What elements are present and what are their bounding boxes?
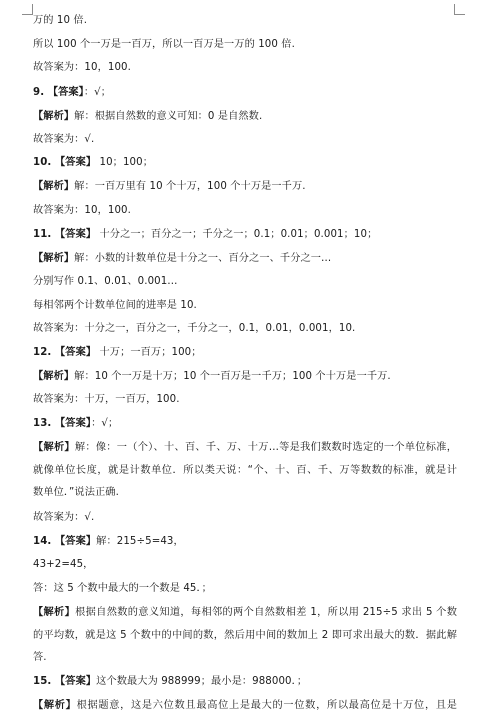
document-line xyxy=(33,370,457,384)
document-line: 故答案为：十万，一百万，100. xyxy=(33,394,180,405)
document-line: 故答案为：10，100. xyxy=(33,205,131,216)
question-number: 9. xyxy=(33,87,48,98)
document-line: 答：这 5 个数中最大的一个数是 45．； xyxy=(33,583,212,594)
line-text: 解：215÷5=43， xyxy=(96,536,184,547)
answer-tag: 【答案】 xyxy=(55,418,92,429)
document-line: 故答案为：10，100. xyxy=(33,62,131,73)
document-line: 的平均数，就是这 5 个数中的中间的数，然后用中间的数加上 2 即可求出最大的数．据此解 xyxy=(33,630,457,641)
line-text: 根据自然数的意义知道，每相邻的两个自然数相差 1，所以用 215÷5 求出 5 个数 xyxy=(75,607,457,618)
answer-tag: 【答案】 xyxy=(55,229,97,240)
question-number: 13. xyxy=(33,418,55,429)
document-line xyxy=(33,252,457,266)
line-text: 10；100； xyxy=(96,157,153,168)
document-line: 答. xyxy=(33,652,47,663)
document-line xyxy=(33,228,457,242)
page-corner-mark-left xyxy=(22,4,33,15)
analysis-tag: 【解析】 xyxy=(33,253,75,264)
line-text: 根据题意，这是六位数且最高位上是最大的一位数，所以最高位是十万位，且是 xyxy=(76,700,457,711)
document-line xyxy=(33,417,457,431)
analysis-tag: 【解析】 xyxy=(33,700,77,711)
document-line: 就像单位长度，就是计数单位．所以类天说：“个、十、百、千、万等数数的标准，就是计 xyxy=(33,465,457,476)
analysis-tag: 【解析】 xyxy=(33,371,75,382)
document-line xyxy=(33,180,457,194)
document-line xyxy=(33,156,457,170)
line-text: 这个数最大为 988999；最小是：988000．； xyxy=(96,676,308,687)
line-text: 解：根据自然数的意义可知：0 是自然数. xyxy=(74,111,263,122)
line-text: 十万；一百万；100； xyxy=(96,347,202,358)
line-text: ：√； xyxy=(91,418,119,429)
document-line xyxy=(33,699,457,713)
question-number: 11. xyxy=(33,229,55,240)
document-line xyxy=(33,535,457,549)
document-line xyxy=(33,606,457,620)
document-line: 分别写作 0.1、0.01、0.001… xyxy=(33,276,178,287)
document-line: 数单位．”说法正确. xyxy=(33,487,119,498)
document-line xyxy=(33,346,457,360)
analysis-tag: 【解析】 xyxy=(33,181,75,192)
document-line: 故答案为：√. xyxy=(33,512,95,523)
answer-tag: 【答案】 xyxy=(47,87,84,98)
line-text: 十分之一；百分之一；千分之一；0.1；0.01；0.001；10； xyxy=(96,229,378,240)
document-line xyxy=(33,86,457,100)
answer-tag: 【答案】 xyxy=(55,536,97,547)
document-line: 万的 10 倍. xyxy=(33,15,88,26)
analysis-tag: 【解析】 xyxy=(33,111,75,122)
question-number: 15. xyxy=(33,676,55,687)
document-line: 故答案为：十分之一，百分之一，千分之一，0.1，0.01，0.001，10. xyxy=(33,323,356,334)
document-line xyxy=(33,110,457,124)
line-text: ：√； xyxy=(83,87,112,98)
line-text: 解：一百万里有 10 个十万，100 个十万是一千万. xyxy=(74,181,306,192)
analysis-tag: 【解析】 xyxy=(33,607,76,618)
document-line: 43+2=45， xyxy=(33,559,94,570)
answer-tag: 【答案】 xyxy=(55,676,97,687)
document-line: 故答案为：√. xyxy=(33,134,95,145)
question-number: 10. xyxy=(33,157,55,168)
line-text: 解：像：一（个）、十、百、千、万、十万…等是我们数数时选定的一个单位标准， xyxy=(74,442,457,453)
document-line xyxy=(33,675,457,689)
analysis-tag: 【解析】 xyxy=(33,442,75,453)
answer-tag: 【答案】 xyxy=(55,347,97,358)
document-line: 每相邻两个计数单位间的进率是 10. xyxy=(33,300,197,311)
document-line xyxy=(33,441,457,455)
question-number: 12. xyxy=(33,347,55,358)
question-number: 14. xyxy=(33,536,55,547)
document-line: 所以 100 个一万是一百万，所以一百万是一万的 100 倍. xyxy=(33,39,295,50)
line-text: 解：小数的计数单位是十分之一、百分之一、千分之一… xyxy=(74,253,332,264)
line-text: 解：10 个一万是十万；10 个一百万是一千万；100 个十万是一千万. xyxy=(74,371,391,382)
answer-tag: 【答案】 xyxy=(55,157,97,168)
